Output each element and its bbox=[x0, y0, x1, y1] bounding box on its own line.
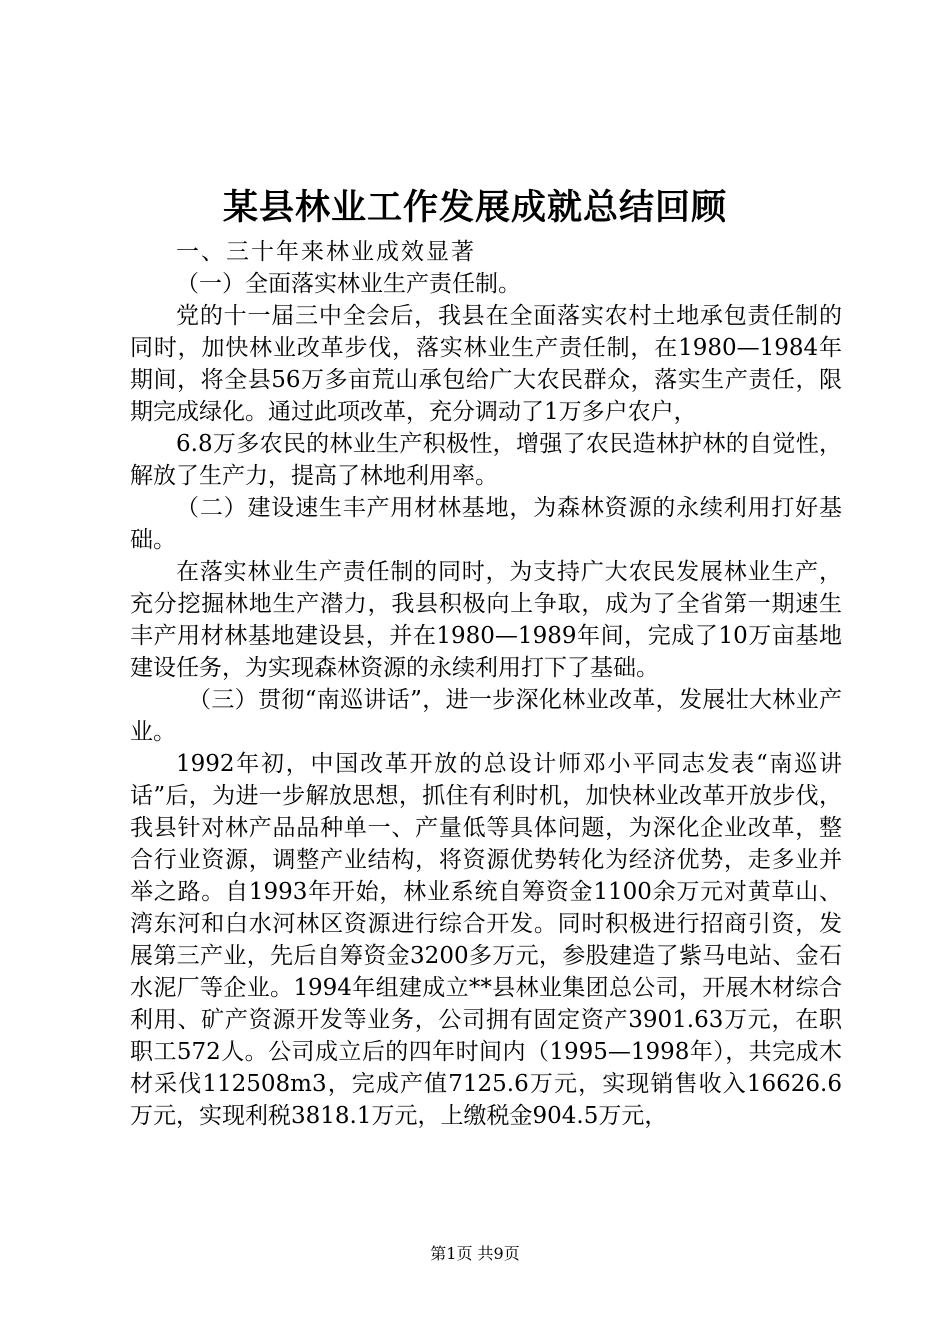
subsection-heading: （二）建设速生丰产用材林基地，为森林资源的永续利用打好基础。 bbox=[130, 495, 842, 553]
body-paragraph: 6.8万多农民的林业生产积极性，增强了农民造林护林的自觉性，解放了生产力，提高了林地利用率。 bbox=[130, 431, 842, 489]
body-paragraph: 1992年初，中国改革开放的总设计师邓小平同志发表“南巡讲话”后，为进一步解放思想，抓住有利时机，加快林业改革开放步伐，我县针对林产品品种单一、产量低等具体问题，为深化企业改革，整合行业资源，调整产业结构，将资源优势转化为经济优势，走多业并举之路。自1993年开始，林业系统自筹资金1100余万元对黄草山、湾东河和白水河林区资源进行综合开发。同时积极进行招商引资，发展第三产业，先后自筹资金3200多万元，参股建造了紫马电站、金石水泥厂等企业。1994年组建成立**县林业集团总公司，开展木材综合利用、矿产资源开发等业务，公司拥有固定资产3901.63万元，在职职工572人。公司成立后的四年时间内（1995—1998年），共完成木材采伐112508m3，完成产值7125.6万元，实现销售收入16626.6万元，实现利税3818.1万元，上缴税金904.5万元， bbox=[130, 751, 842, 1129]
page-number: 第1页 共9页 bbox=[430, 1244, 520, 1263]
subsection-heading: （三）贯彻“南巡讲话”，进一步深化林业改革，发展壮大林业产业。 bbox=[130, 687, 842, 745]
body-paragraph: 党的十一届三中全会后，我县在全面落实农村土地承包责任制的同时，加快林业改革步伐，落实林业生产责任制，在1980—1984年期间，将全县56万多亩荒山承包给广大农民群众，落实生产责任，限期完成绿化。通过此项改革，充分调动了1万多户农户， bbox=[130, 303, 842, 425]
section-heading: 一、三十年来林业成效显著 bbox=[176, 239, 476, 265]
document-title: 某县林业工作发展成就总结回顾 bbox=[222, 187, 727, 228]
body-paragraph: 在落实林业生产责任制的同时，为支持广大农民发展林业生产，充分挖掘林地生产潜力，我县积极向上争取，成为了全省第一期速生丰产用材林基地建设县，并在1980—1989年间，完成了10万亩基地建设任务，为实现森林资源的永续利用打下了基础。 bbox=[130, 559, 842, 681]
document-body bbox=[130, 236, 842, 1132]
subsection-heading: （一）全面落实林业生产责任制。 bbox=[176, 271, 521, 297]
